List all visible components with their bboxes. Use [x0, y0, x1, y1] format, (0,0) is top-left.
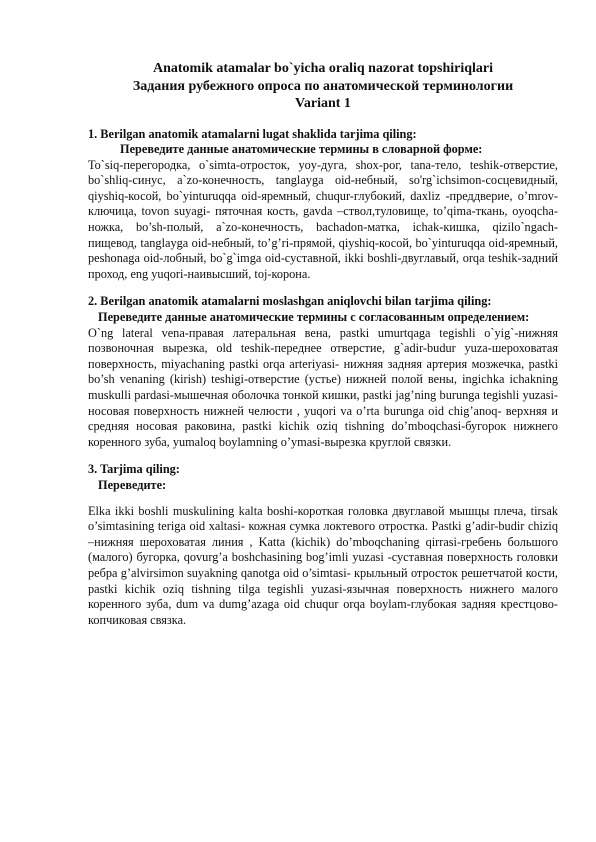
question-1 — [88, 127, 558, 283]
question-3-ru-heading: Переведите: — [98, 477, 167, 492]
question-1-heading — [88, 127, 558, 143]
question-1-ru-heading: Переведите данные анатомические термины в словарной форме: — [120, 142, 483, 157]
variant-label: Variant 1 — [295, 96, 351, 111]
question-3-body: Elka ikki boshli muskulining kalta boshi-короткая головка двуглавой мышцы плеча, tirsak o’simtasining teriga oid xaltasi- кожная сумка локтевого отростка. Pastki g’adir-budir chiziq –нижняя шероховатая линия , Katta (kichik) do’mboqchaning qirrasi-гребень большого (малого) бугорка, qovurg’a boshchasining bog’imli yuzasi -суставная поверхность головки ребра g’alvirsimon suyakning qanotga oid o’simtasi- крыльный отросток решетчатой кости, pastki kichik oziq tishning tilga tegishli yuzasi-язычная поверхность нижнего малого коренного зуба, dum va dumg’azaga oid chuqur orqa boylam-глубокая задняя крестцово-копчиковая связка. — [88, 503, 558, 627]
question-2-body: O`ng lateral vena-правая латеральная вена, pastki umurtqaga tegishli o`yig`-нижняя позвоночная вырезка, old teshik-переднее отверстие, g`adir-budur yuza-шероховатая поверхность, miyachaning pastki orqa arteriyasi- нижняя задняя артерия мозжечка, pastki bo’sh venaning (kirish) teshigi-отверстие (устье) нижней полой вены, ingichka ichakning muskulli pardasi-мышечная оболочка тонкой кишки, pastki jag’ning burunga tegishli yuzasi-носовая поверхность нижней челюсти , yuqori va o’rta burunga oid chig’anoq- верхняя и средняя носовая раковина, pastki kichik oziq tishning do’mboqchasi-бугорок нижнего коренного зуба, yumaloq boylamning o’ymasi-вырезка круглой связки. — [88, 325, 558, 449]
title-line-uz: Anatomik atamalar bo`yicha oraliq nazorat topshiriqlari — [152, 61, 494, 76]
question-1-number: 1. — [88, 126, 98, 141]
title-line-ru: Задания рубежного опроса по анатомической терминологии — [132, 78, 514, 94]
question-3-heading: 3. Tarjima qiling: — [88, 462, 180, 477]
question-3 — [88, 462, 558, 628]
question-2-heading: 2. Berilgan anatomik atamalarni moslashgan aniqlovchi bilan tarjima qiling: — [88, 294, 492, 309]
title-block — [88, 60, 558, 113]
question-1-body: To`siq-перегородка, o`simta-отросток, yoy-дуга, shox-рог, tana-тело, teshik-отверстие, bo`shliq-синус, a`zo-конечность, tanglayga oid-небный, so'rg`ichsimon-сосцевидный, qiyshiq-косой, bo`yinturuqqa oid-яремный, chuqur-глубокий, daxliz -преддверие, o’mrov- ключица, tovon suyagi- пяточная кость, gavda –ствол,туловище, to’qima-ткань, oyoqcha-ножка, bo’sh-полый, a`zo-конечность, bachadon-матка, ichak-кишка, qizilo`ngach-пищевод, tanglayga oid-небный, to’g’ri-прямой, qiyshiq-косой, bo`yinturuqqa oid-яремный, peshonaga oid-лобный, bo`g`imga oid-суставной, ikki boshli-двуглавый, orqa teshik-задний проход, eng yuqori-наивысший, toj-корона. — [88, 157, 558, 281]
question-2 — [88, 294, 558, 450]
question-1-heading-text: Berilgan anatomik atamalarni lugat shaklida tarjima qiling: — [97, 126, 417, 141]
question-2-ru-heading: Переведите данные анатомические термины с согласованным определением: — [98, 310, 530, 325]
